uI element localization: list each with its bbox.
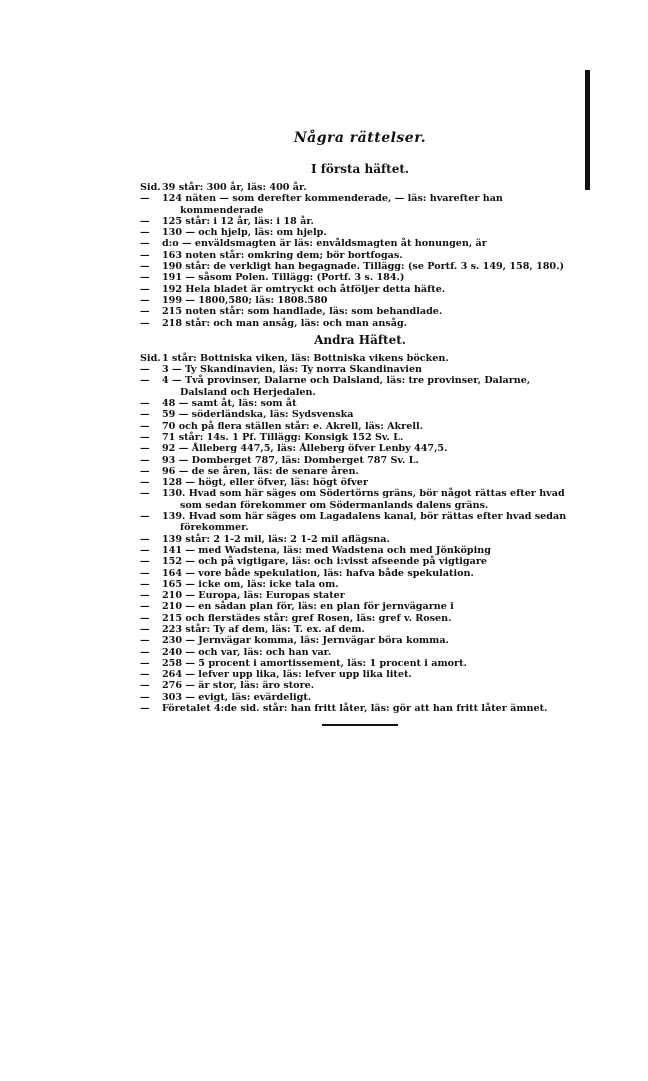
entry-prefix: — <box>140 691 150 703</box>
entry-prefix: — <box>140 623 150 635</box>
entry-prefix: — <box>140 409 150 421</box>
entry-text: 215 noten står: som handlade, läs: som behandlade. <box>162 306 443 318</box>
entry-text: 130. Hvad som här säges om Södertörns gräns, bör något rättas efter hvad som sedan förekommer om Södermanlands dalens gräns. <box>162 488 565 511</box>
entry-text: 190 står: de verkligt han begagnade. Tillägg: (se Portf. 3 s. 149, 158, 180.) <box>162 261 564 273</box>
entry-text: d:o — enväldsmagten är läs: envåldsmagten åt honungen, är <box>162 238 487 250</box>
entry-prefix: — <box>140 193 150 205</box>
closing-rule <box>322 724 398 726</box>
entry-text: 192 Hela bladet är omtryckt och åtföljer detta häfte. <box>162 283 446 295</box>
entry-text: 164 — vore både spekulation, läs: hafva både spekulation. <box>162 567 474 579</box>
errata-entry <box>140 568 580 579</box>
entry-prefix: Sid. <box>140 352 161 364</box>
entry-prefix: — <box>140 635 150 647</box>
entry-prefix: — <box>140 215 150 227</box>
entry-text: Företalet 4:de sid. står: han fritt låter, läs: gör att han fritt låter ämnet. <box>162 703 548 715</box>
errata-page <box>140 130 580 726</box>
errata-entry <box>140 227 580 238</box>
entry-prefix: — <box>140 477 150 489</box>
errata-entry <box>140 703 580 714</box>
entry-prefix: — <box>140 703 150 715</box>
errata-entry <box>140 182 580 193</box>
entry-text: 71 står: 14s. 1 Pf. Tillägg: Konsigk 152 Sv. L. <box>162 431 404 443</box>
entry-prefix: — <box>140 567 150 579</box>
errata-entry <box>140 398 580 409</box>
entry-text: 139 står: 2 1-2 mil, läs: 2 1-2 mil aflägsna. <box>162 533 390 545</box>
entry-text: 303 — evigt, läs: evärdeligt. <box>162 691 312 703</box>
errata-entry <box>140 635 580 646</box>
errata-entry <box>140 216 580 227</box>
entry-prefix: — <box>140 556 150 568</box>
entry-text: 96 — de se åren, läs: de senare åren. <box>162 465 359 477</box>
entry-prefix: — <box>140 657 150 669</box>
entry-text: 230 — Jernvägar komma, läs: Jernvägar böra komma. <box>162 635 449 647</box>
section-first-issue <box>140 162 580 329</box>
entry-text: 191 — såsom Polen. Tillägg: (Portf. 3 s. 184.) <box>162 272 405 284</box>
errata-entry <box>140 590 580 601</box>
entry-text: 130 — och hjelp, läs: om hjelp. <box>162 227 327 239</box>
errata-entry <box>140 432 580 443</box>
errata-entry <box>140 601 580 612</box>
entry-prefix: — <box>140 465 150 477</box>
section-second-issue <box>140 333 580 715</box>
entry-prefix: — <box>140 533 150 545</box>
errata-list <box>140 182 580 329</box>
entry-prefix: — <box>140 283 150 295</box>
errata-entry <box>140 250 580 261</box>
errata-entry <box>140 421 580 432</box>
errata-entry <box>140 680 580 691</box>
entry-prefix: — <box>140 646 150 658</box>
entry-text: 3 — Ty Skandinavien, läs: Ty norra Skandinavien <box>162 364 423 376</box>
section-heading: Andra Häftet. <box>314 332 406 347</box>
entry-prefix: — <box>140 454 150 466</box>
entry-text: 163 noten står: omkring dem; bör bortfogas. <box>162 249 403 261</box>
errata-entry <box>140 647 580 658</box>
errata-entry <box>140 409 580 420</box>
entry-prefix: — <box>140 272 150 284</box>
entry-text: 210 — Europa, läs: Europas stater <box>162 590 345 602</box>
entry-text: 210 — en sådan plan för, läs: en plan för jernvägarne i <box>162 601 454 613</box>
entry-text: 223 står: Ty af dem, läs: T. ex. af dem. <box>162 623 365 635</box>
entry-text: 39 står: 300 år, läs: 400 år. <box>162 182 307 193</box>
errata-entry <box>140 556 580 567</box>
entry-prefix: — <box>140 511 150 523</box>
entry-prefix: — <box>140 669 150 681</box>
entry-text: 125 står: i 12 år, läs: i 18 år. <box>162 215 314 227</box>
entry-text: 199 — 1800,580; läs: 1808.580 <box>162 294 328 306</box>
errata-list <box>140 353 580 715</box>
entry-prefix: — <box>140 578 150 590</box>
errata-entry <box>140 624 580 635</box>
entry-text: 70 och på flera ställen står: e. Akrell, läs: Akrell. <box>162 420 423 432</box>
entry-prefix: — <box>140 680 150 692</box>
entry-prefix: — <box>140 294 150 306</box>
errata-entry <box>140 477 580 488</box>
errata-entry <box>140 238 580 249</box>
entry-prefix: — <box>140 227 150 239</box>
entry-text: 215 och flerstädes står: gref Rosen, läs: gref v. Rosen. <box>162 612 452 624</box>
entry-prefix: — <box>140 306 150 318</box>
errata-entry <box>140 534 580 545</box>
entry-prefix: — <box>140 601 150 613</box>
entry-text: 264 — lefver upp lika, läs: lefver upp lika litet. <box>162 669 412 681</box>
errata-entry <box>140 669 580 680</box>
entry-text: 139. Hvad som här säges om Lagadalens kanal, bör rättas efter hvad sedan förekommer. <box>162 511 567 534</box>
entry-text: 4 — Två provinser, Dalarne och Dalsland, läs: tre provinser, Dalarne, Dalsland och Herjedalen. <box>162 375 531 398</box>
entry-prefix: — <box>140 238 150 250</box>
entry-text: 48 — samt åt, läs: som åt <box>162 398 297 410</box>
errata-entry <box>140 318 580 329</box>
errata-entry <box>140 579 580 590</box>
entry-text: 141 — med Wadstena, läs: med Wadstena och med Jönköping <box>162 544 491 556</box>
entry-prefix: — <box>140 590 150 602</box>
entry-text: 1 står: Bottniska viken, läs: Bottniska vikens böcken. <box>162 352 449 364</box>
entry-text: 124 näten — som derefter kommenderade, — läs: hvarefter han kommenderade <box>162 193 503 216</box>
entry-text: 240 — och var, läs: och han var. <box>162 646 332 658</box>
errata-entry <box>140 284 580 295</box>
entry-text: 165 — icke om, läs: icke tala om. <box>162 578 339 590</box>
entry-text: 152 — och på vigtigare, läs: och i:visst afseende på vigtigare <box>162 556 487 568</box>
errata-entry <box>140 353 580 364</box>
errata-entry <box>140 193 580 216</box>
entry-text: 276 — är stor, läs: äro store. <box>162 680 315 692</box>
entry-prefix: — <box>140 317 150 329</box>
entry-text: 59 — söderländska, läs: Sydsvenska <box>162 409 354 421</box>
entry-prefix: — <box>140 420 150 432</box>
errata-entry <box>140 545 580 556</box>
entry-prefix: — <box>140 612 150 624</box>
entry-text: 92 — Ålleberg 447,5, läs: Ålleberg öfver Lenby 447,5. <box>162 443 448 455</box>
section-heading: I första häftet. <box>310 162 410 176</box>
entry-prefix: — <box>140 375 150 387</box>
errata-entry <box>140 511 580 534</box>
errata-entry <box>140 466 580 477</box>
errata-entry <box>140 306 580 317</box>
errata-entry <box>140 658 580 669</box>
errata-entry <box>140 613 580 624</box>
entry-prefix: — <box>140 398 150 410</box>
entry-prefix: — <box>140 364 150 376</box>
errata-entry <box>140 295 580 306</box>
entry-prefix: Sid. <box>140 182 161 193</box>
entry-text: 128 — högt, eller öfver, läs: högt öfver <box>162 477 368 489</box>
page-edge-bar <box>585 70 590 190</box>
entry-text: 218 står: och man ansåg, läs: och man ansåg. <box>162 317 408 329</box>
page-title: Några rättelser. <box>293 130 427 146</box>
errata-entry <box>140 272 580 283</box>
entry-prefix: — <box>140 488 150 500</box>
entry-text: 258 — 5 procent i amortissement, läs: 1 procent i amort. <box>162 657 467 669</box>
entry-text: 93 — Domberget 787, läs: Domberget 787 Sv. L. <box>162 454 419 466</box>
entry-prefix: — <box>140 443 150 455</box>
errata-entry <box>140 692 580 703</box>
errata-entry <box>140 488 580 511</box>
entry-prefix: — <box>140 249 150 261</box>
entry-prefix: — <box>140 261 150 273</box>
errata-entry <box>140 455 580 466</box>
errata-entry <box>140 261 580 272</box>
errata-entry <box>140 364 580 375</box>
errata-entry <box>140 443 580 454</box>
entry-prefix: — <box>140 431 150 443</box>
errata-entry <box>140 375 580 398</box>
entry-prefix: — <box>140 544 150 556</box>
